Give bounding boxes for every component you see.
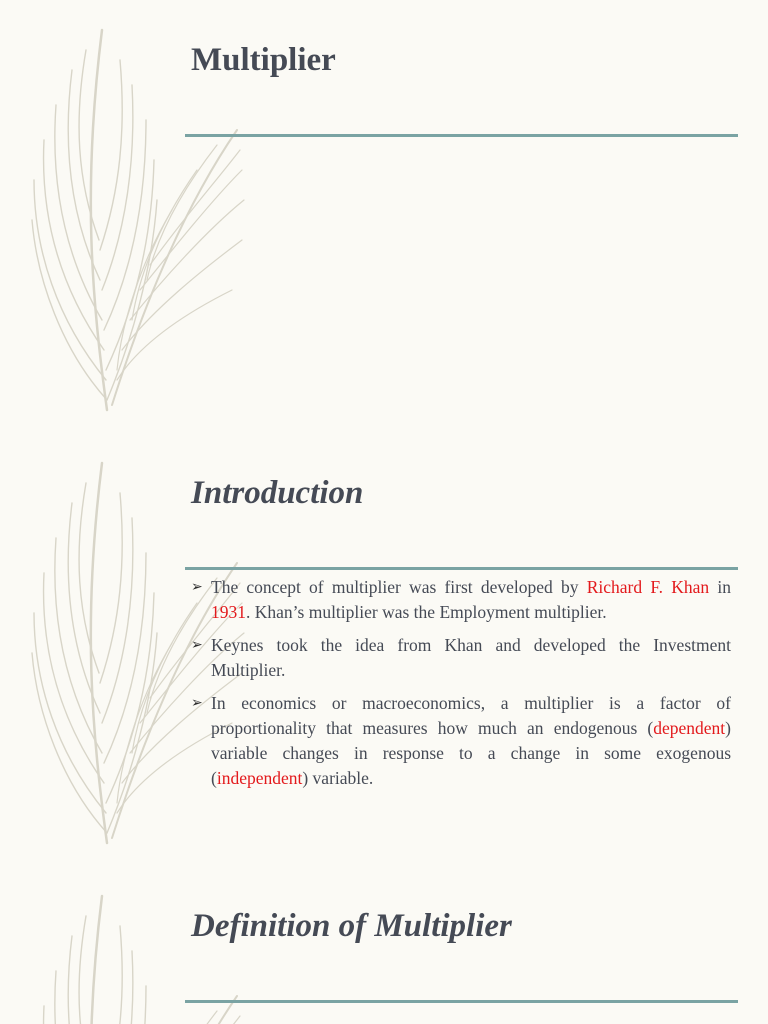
highlight-name: Richard F. Khan (586, 577, 710, 597)
slide-definition (0, 866, 768, 1024)
bullet-text: The concept of multiplier was first developed by (211, 577, 587, 597)
highlight-year: 1931 (211, 602, 246, 622)
arrow-bullet-icon: ➢ (191, 638, 203, 653)
list-item (191, 691, 731, 791)
bullet-list (191, 575, 731, 799)
list-item (191, 633, 731, 683)
arrow-bullet-icon: ➢ (191, 580, 203, 595)
feather-icon (22, 20, 252, 420)
feather-icon (22, 886, 252, 1024)
slide-multiplier (0, 0, 768, 433)
bullet-text: ) variable. (302, 768, 374, 788)
title-divider (185, 567, 738, 570)
highlight-independent: independent (216, 768, 303, 788)
slide-title: Definition of Multiplier (191, 908, 512, 944)
bullet-text: in (709, 577, 731, 597)
highlight-dependent: dependent (653, 718, 726, 738)
title-divider (185, 134, 738, 137)
arrow-bullet-icon: ➢ (191, 696, 203, 711)
slide-title: Introduction (191, 475, 364, 511)
bullet-text: . Khan’s multiplier was the Employment multiplier. (246, 602, 607, 622)
slide-title: Multiplier (191, 42, 336, 78)
list-item (191, 575, 731, 625)
bullet-text: ) variable changes in response to a change in some exogenous ( (211, 718, 731, 788)
bullet-text: In economics or macroeconomics, a multiplier is a factor of proportionality that measures how much an endogenous ( (211, 693, 731, 738)
title-divider (185, 1000, 738, 1003)
bullet-text: Keynes took the idea from Khan and developed the Investment Multiplier. (211, 635, 731, 680)
